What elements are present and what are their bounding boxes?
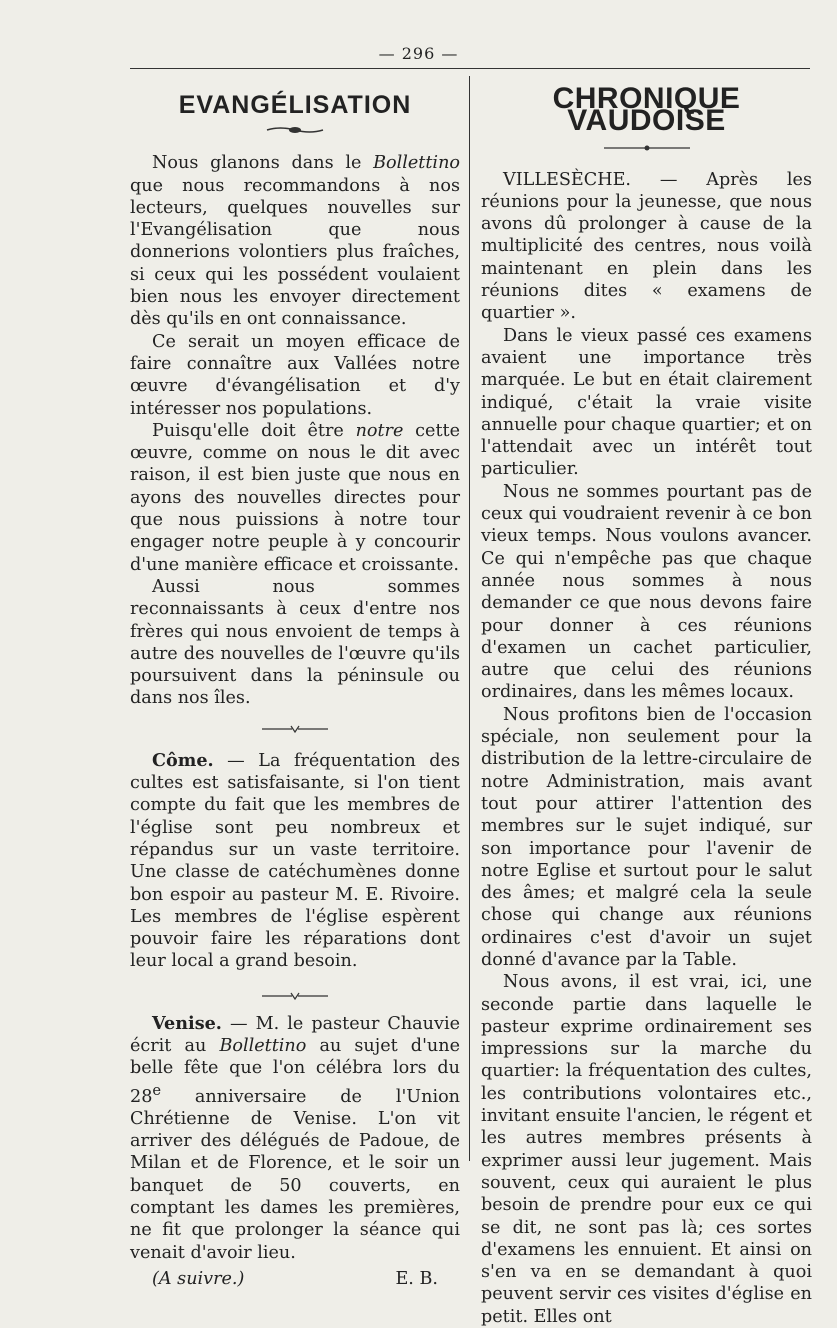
paragraph: Nous ne sommes pourtant pas de ceux qui voudraient revenir à ce bon vieux temps. Nous voulons avancer. Ce qui n'empêche pas que chaque année nous sommes à nous demander ce que nous devons faire pour donner à ces réunions d'examen un cachet particulier, autre que celui des réunions ordinaires, dans les mêmes locaux. — [481, 481, 812, 703]
right-column — [481, 82, 812, 1328]
paragraph-intro: Nous glanons dans le Bollettino que nous recommandons à nos lecteurs, quelques nouvelles sur l'Evangélisation que nous donnerions volontiers plus fraîches, si ceux qui les possédent voulaient bien nous les envoyer directement dès qu'ils en ont connaissance. — [130, 153, 460, 330]
column-divider — [469, 76, 470, 1161]
news-item-come: Côme. — La fréquentation des cultes est satisfaisante, si l'on tient compte du fait que les membres de l'église sont peu nombreux et répandus sur un vaste territoire. Une classe de catéchumènes donne bon espoir au pasteur M. E. Rivoire. Les membres de l'église espèrent pouvoir faire les réparations dont leur local a grand besoin. — [130, 749, 460, 972]
header-rule — [130, 68, 810, 69]
to-be-continued: (A suivre.) — [152, 1268, 245, 1289]
ornament-divider-icon — [130, 120, 460, 140]
paragraph: VILLESÈCHE. — Après les réunions pour la jeunesse, que nous avons dû prolonger à cause de la multiplicité des centres, nous voilà maintenant en plein dans les réunions dites « examens de quartier ». — [481, 169, 812, 324]
paragraph: Aussi nous sommes reconnaissants à ceux d'entre nos frères qui nous envoient de temps à autre des nouvelles de l'œuvre qu'ils poursuivent dans la péninsule ou dans nos îles. — [130, 576, 460, 709]
section-title-evangelisation: EVANGÉLISATION — [178, 91, 412, 119]
left-column — [130, 86, 460, 1290]
section-title-chronique: CHRONIQUE VAUDOISE — [552, 82, 741, 138]
paragraph: Ce serait un moyen efficace de faire connaître aux Vallées notre œuvre d'évangélisation et d'y intéresser nos populations. — [130, 331, 460, 419]
paragraph: Nous profitons bien de l'occasion spéciale, non seulement pour la distribution de la lettre-circulaire de notre Administration, mais avant tout pour attirer l'attention des membres sur le sujet indiqué, sur son importance pour l'avenir de notre Eglise et surtout pour le salut des âmes; et malgré cela la seule chose qui change aux réunions ordinaires c'est d'avoir un sujet donné d'avance par la Table. — [481, 704, 812, 970]
ornament-divider-icon — [481, 137, 812, 157]
paragraph: Puisqu'elle doit être notre cette œuvre, comme on nous le dit avec raison, il est bien juste que nous en ayons des nouvelles directes pour que nous puissions à notre tour engager notre peuple à y concourir d'une manière efficace et croissante. — [130, 420, 460, 575]
page-number: — 296 — — [378, 44, 459, 63]
author-initials: E. B. — [395, 1268, 438, 1289]
small-divider-icon — [130, 718, 460, 738]
news-item-venise: Venise. — M. le pasteur Chauvie écrit au Bollettino au sujet d'une belle fête que l'on célébra lors du 28e anniversaire de l'Union Chrétienne de Venise. L'on vit arriver des délégués de Padoue, de Milan et de Florence, et le soir un banquet de 50 couverts, en comptant les dames les premières, ne fit que prolonger la séance qui venait d'avoir lieu. — [130, 1012, 460, 1263]
paragraph: Nous avons, il est vrai, ici, une seconde partie dans laquelle le pasteur exprime ordinairement ses impressions sur la marche du quartier: la fréquentation des cultes, les contributions volontaires etc., invitant ensuite l'ancien, le régent et les autres membres présents à exprimer aussi leur jugement. Mais souvent, ceux qui auraient le plus besoin de prendre pour eux ce qui se dit, ne sont pas là; ces sortes d'examens les ennuient. Et ainsi on s'en va en se demandant à quoi peuvent servir ces visites d'église en petit. Elles ont — [481, 972, 812, 1327]
small-divider-icon — [130, 985, 460, 1005]
paragraph: Dans le vieux passé ces examens avaient une importance très marquée. Le but en était clairement indiqué, c'était la vraie visite annuelle pour chaque quartier; et on l'attendait avec un intérêt tout particulier. — [481, 325, 812, 480]
